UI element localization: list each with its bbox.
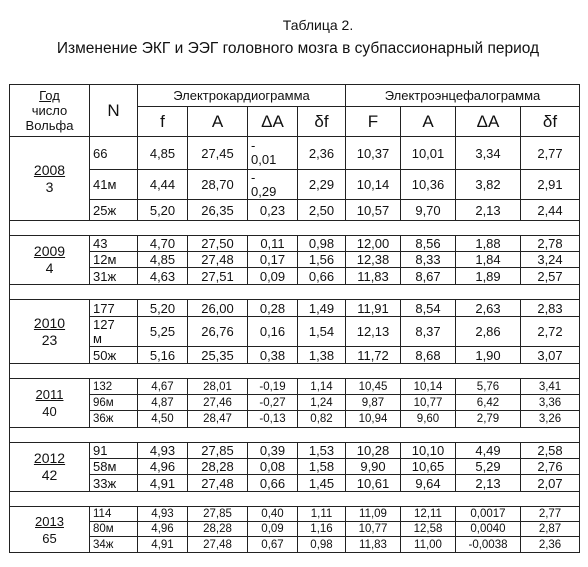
ecg-a-cell: 28,70 — [188, 170, 248, 200]
eeg-delta-a-cell: 0,0040 — [456, 522, 521, 537]
spacer-cell — [521, 285, 580, 300]
spacer-cell — [346, 492, 401, 507]
eeg-f-cell: 11,09 — [346, 507, 401, 522]
eeg-a-cell: 8,54 — [401, 300, 456, 317]
eeg-delta-a-cell: 2,13 — [456, 475, 521, 492]
group-spacer-row — [10, 221, 580, 236]
ecg-a-cell: 27,50 — [188, 236, 248, 252]
year-value: 2008 — [33, 161, 66, 178]
spacer-cell — [401, 364, 456, 379]
spacer-cell — [248, 364, 298, 379]
ecg-delta-f-cell: 0,66 — [298, 268, 346, 285]
ecg-a-cell: 27,45 — [188, 137, 248, 170]
eeg-delta-f-cell: 3,07 — [521, 347, 580, 364]
year-wolf-header — [10, 85, 90, 137]
year-value: 2010 — [33, 314, 66, 331]
spacer-cell — [456, 285, 521, 300]
spacer-cell — [298, 364, 346, 379]
spacer-cell — [138, 492, 188, 507]
eeg-a-cell: 11,00 — [401, 537, 456, 553]
spacer-cell — [10, 492, 90, 507]
ecg-delta-a-cell: 0,67 — [248, 537, 298, 553]
wolf-header-label-1: число — [31, 103, 68, 118]
eeg-f-cell: 9,87 — [346, 395, 401, 411]
n-cell: 91 — [90, 443, 138, 459]
spacer-cell — [138, 364, 188, 379]
n-cell: 12м — [90, 252, 138, 268]
eeg-f-cell: 10,28 — [346, 443, 401, 459]
table-row — [10, 443, 580, 459]
ecg-f-cell: 4,85 — [138, 137, 188, 170]
spacer-cell — [248, 285, 298, 300]
year-cell — [10, 379, 90, 428]
eeg-delta-a-cell: 2,79 — [456, 411, 521, 428]
eeg-delta-a-cell: 2,86 — [456, 317, 521, 347]
eeg-delta-f-cell: 2,91 — [521, 170, 580, 200]
eeg-col-delta-a: ΔA — [456, 107, 521, 137]
ecg-delta-f-cell: 2,50 — [298, 200, 346, 221]
n-cell: 31ж — [90, 268, 138, 285]
spacer-cell — [10, 364, 90, 379]
eeg-f-cell: 11,83 — [346, 537, 401, 553]
spacer-cell — [90, 221, 138, 236]
eeg-delta-a-cell: 6,42 — [456, 395, 521, 411]
eeg-a-cell: 8,33 — [401, 252, 456, 268]
eeg-delta-f-cell: 2,58 — [521, 443, 580, 459]
table-row — [10, 137, 580, 170]
ecg-delta-a-cell: 0,08 — [248, 459, 298, 475]
ecg-delta-a-cell: 0,16 — [248, 317, 298, 347]
spacer-cell — [10, 221, 90, 236]
table-body — [10, 137, 580, 553]
spacer-cell — [90, 285, 138, 300]
ecg-a-cell: 26,00 — [188, 300, 248, 317]
eeg-delta-f-cell: 2,44 — [521, 200, 580, 221]
eeg-f-cell: 10,14 — [346, 170, 401, 200]
ecg-delta-f-cell: 1,11 — [298, 507, 346, 522]
n-cell: 127 м — [90, 317, 138, 347]
n-cell: 80м — [90, 522, 138, 537]
ecg-f-cell: 4,93 — [138, 443, 188, 459]
table-label: Таблица 2. — [282, 17, 354, 33]
spacer-cell — [248, 428, 298, 443]
group-spacer-row — [10, 428, 580, 443]
ecg-delta-a-cell: 0,39 — [248, 443, 298, 459]
eeg-f-cell: 9,90 — [346, 459, 401, 475]
ecg-col-delta-f: δf — [298, 107, 346, 137]
eeg-delta-a-cell: 1,89 — [456, 268, 521, 285]
n-cell: 66 — [90, 137, 138, 170]
eeg-delta-a-cell: 5,76 — [456, 379, 521, 395]
spacer-cell — [346, 428, 401, 443]
spacer-cell — [248, 221, 298, 236]
group-spacer-row — [10, 285, 580, 300]
table-row — [10, 347, 580, 364]
n-cell: 96м — [90, 395, 138, 411]
ecg-f-cell: 4,63 — [138, 268, 188, 285]
table-row — [10, 522, 580, 537]
year-cell — [10, 137, 90, 221]
eeg-delta-f-cell: 3,36 — [521, 395, 580, 411]
spacer-cell — [346, 221, 401, 236]
ecg-f-cell: 4,44 — [138, 170, 188, 200]
eeg-f-cell: 10,61 — [346, 475, 401, 492]
spacer-cell — [521, 364, 580, 379]
ecg-a-cell: 27,48 — [188, 252, 248, 268]
header-row-groups — [10, 85, 580, 107]
eeg-delta-f-cell: 3,26 — [521, 411, 580, 428]
n-cell: 177 — [90, 300, 138, 317]
spacer-cell — [138, 428, 188, 443]
eeg-delta-a-cell: 2,63 — [456, 300, 521, 317]
ecg-col-a: A — [188, 107, 248, 137]
n-cell: 43 — [90, 236, 138, 252]
eeg-f-cell: 10,57 — [346, 200, 401, 221]
eeg-delta-a-cell: -0,0038 — [456, 537, 521, 553]
ecg-delta-f-cell: 0,98 — [298, 537, 346, 553]
ecg-f-cell: 4,91 — [138, 537, 188, 553]
wolf-number: 65 — [42, 530, 57, 546]
eeg-col-f: F — [346, 107, 401, 137]
year-cell — [10, 507, 90, 553]
ecg-delta-f-cell: 0,98 — [298, 236, 346, 252]
spacer-cell — [188, 364, 248, 379]
spacer-cell — [456, 492, 521, 507]
n-cell: 50ж — [90, 347, 138, 364]
year-value: 2012 — [33, 450, 66, 466]
spacer-cell — [138, 221, 188, 236]
ecg-delta-a-cell: -0,27 — [248, 395, 298, 411]
ecg-col-f: f — [138, 107, 188, 137]
ecg-delta-a-cell: 0,23 — [248, 200, 298, 221]
n-cell: 34ж — [90, 537, 138, 553]
eeg-a-cell: 8,56 — [401, 236, 456, 252]
eeg-delta-a-cell: 1,90 — [456, 347, 521, 364]
wolf-number: 23 — [41, 331, 58, 348]
spacer-cell — [456, 221, 521, 236]
ecg-delta-f-cell: 2,29 — [298, 170, 346, 200]
ecg-delta-a-cell: 0,66 — [248, 475, 298, 492]
ecg-f-cell: 4,91 — [138, 475, 188, 492]
eeg-delta-f-cell: 2,77 — [521, 137, 580, 170]
table-row — [10, 268, 580, 285]
ecg-group-header: Электрокардиограмма — [138, 85, 346, 107]
wolf-number: 4 — [45, 260, 54, 276]
ecg-f-cell: 4,67 — [138, 379, 188, 395]
ecg-delta-f-cell: 0,82 — [298, 411, 346, 428]
table-row — [10, 317, 580, 347]
table-row — [10, 170, 580, 200]
spacer-cell — [401, 492, 456, 507]
ecg-a-cell: 27,85 — [188, 443, 248, 459]
spacer-cell — [401, 428, 456, 443]
ecg-a-cell: 27,85 — [188, 507, 248, 522]
eeg-a-cell: 8,67 — [401, 268, 456, 285]
year-value: 2009 — [33, 243, 66, 259]
spacer-cell — [298, 285, 346, 300]
ecg-delta-a-cell: 0,38 — [248, 347, 298, 364]
eeg-f-cell: 12,13 — [346, 317, 401, 347]
ecg-delta-a-cell: 0,17 — [248, 252, 298, 268]
spacer-cell — [188, 428, 248, 443]
eeg-f-cell: 12,00 — [346, 236, 401, 252]
ecg-delta-a-cell: 0,09 — [248, 522, 298, 537]
ecg-f-cell: 5,25 — [138, 317, 188, 347]
ecg-f-cell: 4,96 — [138, 459, 188, 475]
eeg-f-cell: 10,45 — [346, 379, 401, 395]
ecg-delta-f-cell: 1,56 — [298, 252, 346, 268]
n-cell: 41м — [90, 170, 138, 200]
ecg-delta-a-cell: 0,28 — [248, 300, 298, 317]
ecg-delta-f-cell: 1,54 — [298, 317, 346, 347]
table-row — [10, 379, 580, 395]
wolf-number: 40 — [42, 404, 57, 419]
table-row — [10, 537, 580, 553]
ecg-delta-a-cell: 0,11 — [248, 236, 298, 252]
ecg-delta-f-cell: 1,16 — [298, 522, 346, 537]
ecg-delta-f-cell: 2,36 — [298, 137, 346, 170]
spacer-cell — [90, 364, 138, 379]
spacer-cell — [138, 285, 188, 300]
spacer-cell — [298, 221, 346, 236]
eeg-f-cell: 10,37 — [346, 137, 401, 170]
eeg-delta-f-cell: 3,24 — [521, 252, 580, 268]
spacer-cell — [188, 285, 248, 300]
spacer-cell — [456, 428, 521, 443]
eeg-delta-f-cell: 2,77 — [521, 507, 580, 522]
eeg-f-cell: 11,83 — [346, 268, 401, 285]
eeg-col-delta-f: δf — [521, 107, 580, 137]
year-cell — [10, 300, 90, 364]
n-cell: 25ж — [90, 200, 138, 221]
ecg-col-delta-a: ΔA — [248, 107, 298, 137]
eeg-a-cell: 9,64 — [401, 475, 456, 492]
ecg-eeg-table — [9, 84, 580, 553]
eeg-a-cell: 8,68 — [401, 347, 456, 364]
spacer-cell — [10, 428, 90, 443]
spacer-cell — [456, 364, 521, 379]
n-cell: 36ж — [90, 411, 138, 428]
n-cell: 33ж — [90, 475, 138, 492]
spacer-cell — [346, 364, 401, 379]
eeg-a-cell: 10,65 — [401, 459, 456, 475]
spacer-cell — [401, 285, 456, 300]
ecg-a-cell: 28,28 — [188, 459, 248, 475]
ecg-a-cell: 27,48 — [188, 537, 248, 553]
year-header-label: Год — [39, 88, 60, 103]
ecg-delta-f-cell: 1,14 — [298, 379, 346, 395]
eeg-delta-f-cell: 2,72 — [521, 317, 580, 347]
table-row — [10, 395, 580, 411]
eeg-group-header: Электроэнцефалограмма — [346, 85, 580, 107]
ecg-f-cell: 4,93 — [138, 507, 188, 522]
ecg-delta-f-cell: 1,53 — [298, 443, 346, 459]
eeg-delta-a-cell: 4,49 — [456, 443, 521, 459]
ecg-a-cell: 28,47 — [188, 411, 248, 428]
spacer-cell — [248, 492, 298, 507]
table-row — [10, 300, 580, 317]
ecg-delta-a-cell: 0,09 — [248, 268, 298, 285]
ecg-f-cell: 5,20 — [138, 200, 188, 221]
ecg-f-cell: 4,96 — [138, 522, 188, 537]
eeg-a-cell: 12,58 — [401, 522, 456, 537]
ecg-a-cell: 27,46 — [188, 395, 248, 411]
eeg-a-cell: 10,01 — [401, 137, 456, 170]
ecg-a-cell: 27,48 — [188, 475, 248, 492]
ecg-a-cell: 28,01 — [188, 379, 248, 395]
n-cell: 132 — [90, 379, 138, 395]
eeg-a-cell: 12,11 — [401, 507, 456, 522]
eeg-f-cell: 11,91 — [346, 300, 401, 317]
spacer-cell — [90, 492, 138, 507]
eeg-delta-a-cell: 0,0017 — [456, 507, 521, 522]
spacer-cell — [521, 221, 580, 236]
spacer-cell — [401, 221, 456, 236]
eeg-delta-a-cell: 1,84 — [456, 252, 521, 268]
spacer-cell — [10, 285, 90, 300]
eeg-delta-f-cell: 3,41 — [521, 379, 580, 395]
ecg-delta-a-cell: 0,40 — [248, 507, 298, 522]
eeg-a-cell: 10,14 — [401, 379, 456, 395]
eeg-delta-f-cell: 2,87 — [521, 522, 580, 537]
group-spacer-row — [10, 492, 580, 507]
ecg-f-cell: 4,70 — [138, 236, 188, 252]
eeg-f-cell: 10,94 — [346, 411, 401, 428]
table-row — [10, 507, 580, 522]
eeg-col-a: A — [401, 107, 456, 137]
eeg-delta-f-cell: 2,07 — [521, 475, 580, 492]
table-row — [10, 459, 580, 475]
n-cell: 114 — [90, 507, 138, 522]
eeg-delta-f-cell: 2,83 — [521, 300, 580, 317]
ecg-delta-a-cell: - 0,29 — [248, 170, 298, 200]
year-cell — [10, 236, 90, 285]
eeg-delta-f-cell: 2,76 — [521, 459, 580, 475]
eeg-a-cell: 10,36 — [401, 170, 456, 200]
ecg-delta-a-cell: -0,13 — [248, 411, 298, 428]
spacer-cell — [346, 285, 401, 300]
wolf-header-label-2: Вольфа — [25, 118, 74, 133]
ecg-f-cell: 5,20 — [138, 300, 188, 317]
ecg-f-cell: 4,85 — [138, 252, 188, 268]
eeg-delta-a-cell: 5,29 — [456, 459, 521, 475]
table-row — [10, 411, 580, 428]
eeg-f-cell: 11,72 — [346, 347, 401, 364]
spacer-cell — [521, 492, 580, 507]
ecg-f-cell: 5,16 — [138, 347, 188, 364]
ecg-a-cell: 26,35 — [188, 200, 248, 221]
spacer-cell — [90, 428, 138, 443]
ecg-f-cell: 4,87 — [138, 395, 188, 411]
eeg-a-cell: 10,77 — [401, 395, 456, 411]
ecg-a-cell: 27,51 — [188, 268, 248, 285]
ecg-a-cell: 26,76 — [188, 317, 248, 347]
wolf-number: 3 — [45, 178, 54, 195]
ecg-f-cell: 4,50 — [138, 411, 188, 428]
eeg-delta-f-cell: 2,36 — [521, 537, 580, 553]
eeg-delta-a-cell: 1,88 — [456, 236, 521, 252]
year-value: 2011 — [35, 387, 64, 402]
spacer-cell — [521, 428, 580, 443]
eeg-delta-f-cell: 2,57 — [521, 268, 580, 285]
ecg-a-cell: 28,28 — [188, 522, 248, 537]
eeg-delta-a-cell: 3,34 — [456, 137, 521, 170]
spacer-cell — [188, 221, 248, 236]
ecg-a-cell: 25,35 — [188, 347, 248, 364]
table-row — [10, 200, 580, 221]
spacer-cell — [298, 428, 346, 443]
group-spacer-row — [10, 364, 580, 379]
eeg-f-cell: 10,77 — [346, 522, 401, 537]
spacer-cell — [298, 492, 346, 507]
eeg-f-cell: 12,38 — [346, 252, 401, 268]
eeg-a-cell: 10,10 — [401, 443, 456, 459]
wolf-number: 42 — [41, 467, 58, 483]
eeg-a-cell: 9,60 — [401, 411, 456, 428]
eeg-a-cell: 8,37 — [401, 317, 456, 347]
table-row — [10, 252, 580, 268]
eeg-delta-f-cell: 2,78 — [521, 236, 580, 252]
ecg-delta-f-cell: 1,58 — [298, 459, 346, 475]
ecg-delta-f-cell: 1,38 — [298, 347, 346, 364]
year-cell — [10, 443, 90, 492]
table-caption — [0, 16, 588, 60]
eeg-a-cell: 9,70 — [401, 200, 456, 221]
table-title: Изменение ЭКГ и ЭЭГ головного мозга в субпассионарный период — [56, 40, 540, 57]
table-row — [10, 475, 580, 492]
table-row — [10, 236, 580, 252]
n-header: N — [90, 85, 138, 137]
n-cell: 58м — [90, 459, 138, 475]
spacer-cell — [188, 492, 248, 507]
ecg-delta-a-cell: -0,19 — [248, 379, 298, 395]
ecg-delta-f-cell: 1,24 — [298, 395, 346, 411]
ecg-delta-a-cell: - 0,01 — [248, 137, 298, 170]
year-value: 2013 — [35, 513, 64, 529]
ecg-delta-f-cell: 1,49 — [298, 300, 346, 317]
eeg-delta-a-cell: 3,82 — [456, 170, 521, 200]
ecg-delta-f-cell: 1,45 — [298, 475, 346, 492]
eeg-delta-a-cell: 2,13 — [456, 200, 521, 221]
